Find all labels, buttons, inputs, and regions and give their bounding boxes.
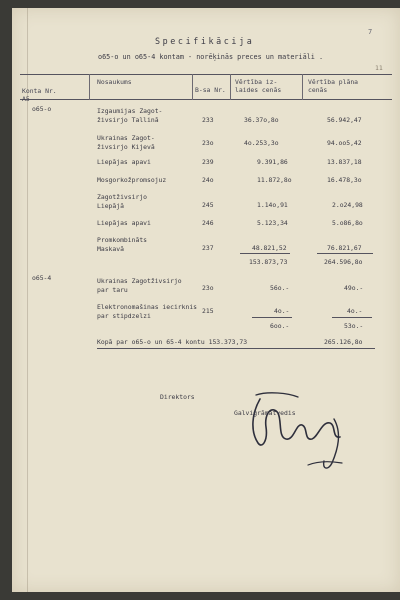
row-bnr: 246	[202, 219, 214, 227]
subtotal-rule	[332, 317, 372, 318]
header-value-release: Vērtība iz- laides cenās	[235, 78, 282, 94]
row-value-plan: 94.oo5,42	[327, 139, 362, 147]
row-bnr: 215	[202, 307, 214, 315]
row-value-release: 11.872,8o	[257, 176, 292, 184]
column-divider	[192, 74, 193, 100]
header-bottom-rule	[20, 99, 392, 100]
row-bnr: 233	[202, 116, 214, 124]
row-bnr: 24o	[202, 176, 214, 184]
row-name: Ukrainas Zagotživsirjo par taru	[97, 277, 182, 294]
handwritten-signature	[238, 383, 358, 478]
row-value-plan: 16.478,3o	[327, 176, 362, 184]
row-name: Liepājas apavi	[97, 219, 151, 227]
grand-total-release: 153.373,73	[208, 338, 248, 346]
row-value-plan: 49o.-	[344, 284, 364, 292]
column-divider	[302, 74, 303, 100]
row-bnr: 23o	[202, 139, 214, 147]
grand-total-plan: 265.126,8o	[324, 338, 363, 346]
account-number: o65-o	[32, 105, 52, 113]
header-bnr: B-sa Nr.	[195, 86, 226, 94]
row-value-plan: 5.o86,8o	[332, 219, 363, 227]
header-account-sub: A5	[22, 95, 30, 103]
row-value-release: 56o.-	[270, 284, 290, 292]
row-bnr: 239	[202, 158, 214, 166]
row-bnr: 245	[202, 201, 214, 209]
row-name: Ukrainas Zagot- živsirjo Kijevā	[97, 134, 155, 151]
document-page	[12, 8, 400, 592]
row-name: Promkombināts Maskavā	[97, 236, 148, 253]
subtotal-rule	[240, 253, 290, 254]
grand-total-underline	[97, 348, 375, 349]
header-top-rule	[20, 74, 392, 75]
row-name: Izgaumijas Zagot- živsirjo Tallinā	[97, 107, 163, 124]
row-value-plan: 2.o24,98	[332, 201, 363, 209]
header-value-plan: Vērtība plāna cenās	[308, 78, 359, 94]
document-title: Specifikācija	[155, 36, 255, 46]
row-value-release: 4o.253,3o	[244, 139, 279, 147]
row-name: Mosgorkožpromsojuz	[97, 176, 167, 184]
row-name: Liepājas apavi	[97, 158, 151, 166]
row-value-release: 9.391,86	[257, 158, 288, 166]
column-divider	[89, 74, 90, 100]
row-name: Elektronomašinas iecirknis par stipdzelzi	[97, 303, 198, 320]
subtotal-rule	[252, 317, 292, 318]
row-value-plan: 76.821,67	[327, 244, 362, 252]
row-value-release: 48.821,52	[252, 244, 287, 252]
row-value-plan: 13.837,18	[327, 158, 362, 166]
director-label: Direktors	[160, 393, 195, 401]
header-account: Konta Nr.	[22, 87, 57, 95]
grand-total-label: Kopā par o65-o un 65-4 kontu	[97, 338, 205, 346]
margin-mark: 11	[375, 64, 383, 72]
column-divider	[230, 74, 231, 100]
header-name: Nosaukums	[97, 78, 132, 86]
document-subtitle: o65-o un o65-4 kontam - norēķinās preces un materiāli .	[98, 53, 324, 61]
page-number: 7	[368, 28, 373, 36]
group2-total-plan: 53o.-	[344, 322, 364, 330]
chief-accountant-label: Galvigrāmatvedis	[234, 409, 296, 417]
row-value-plan: 56.942,47	[327, 116, 362, 124]
group1-total-plan: 264.596,8o	[324, 258, 363, 266]
grand-total-row	[97, 338, 247, 347]
row-value-release: 4o.-	[274, 307, 290, 315]
group2-total-release: 6oo.-	[270, 322, 290, 330]
row-name: Zagotživsirjo Liepājā	[97, 193, 148, 210]
row-value-release: 1.14o,91	[257, 201, 288, 209]
row-value-release: 36.37o,8o	[244, 116, 279, 124]
subtotal-rule	[317, 253, 373, 254]
row-value-release: 5.123,34	[257, 219, 288, 227]
account-number: o65-4	[32, 274, 52, 282]
row-bnr: 23o	[202, 284, 214, 292]
group1-total-release: 153.873,73	[249, 258, 288, 266]
row-value-plan: 4o.-	[347, 307, 363, 315]
row-bnr: 237	[202, 244, 214, 252]
